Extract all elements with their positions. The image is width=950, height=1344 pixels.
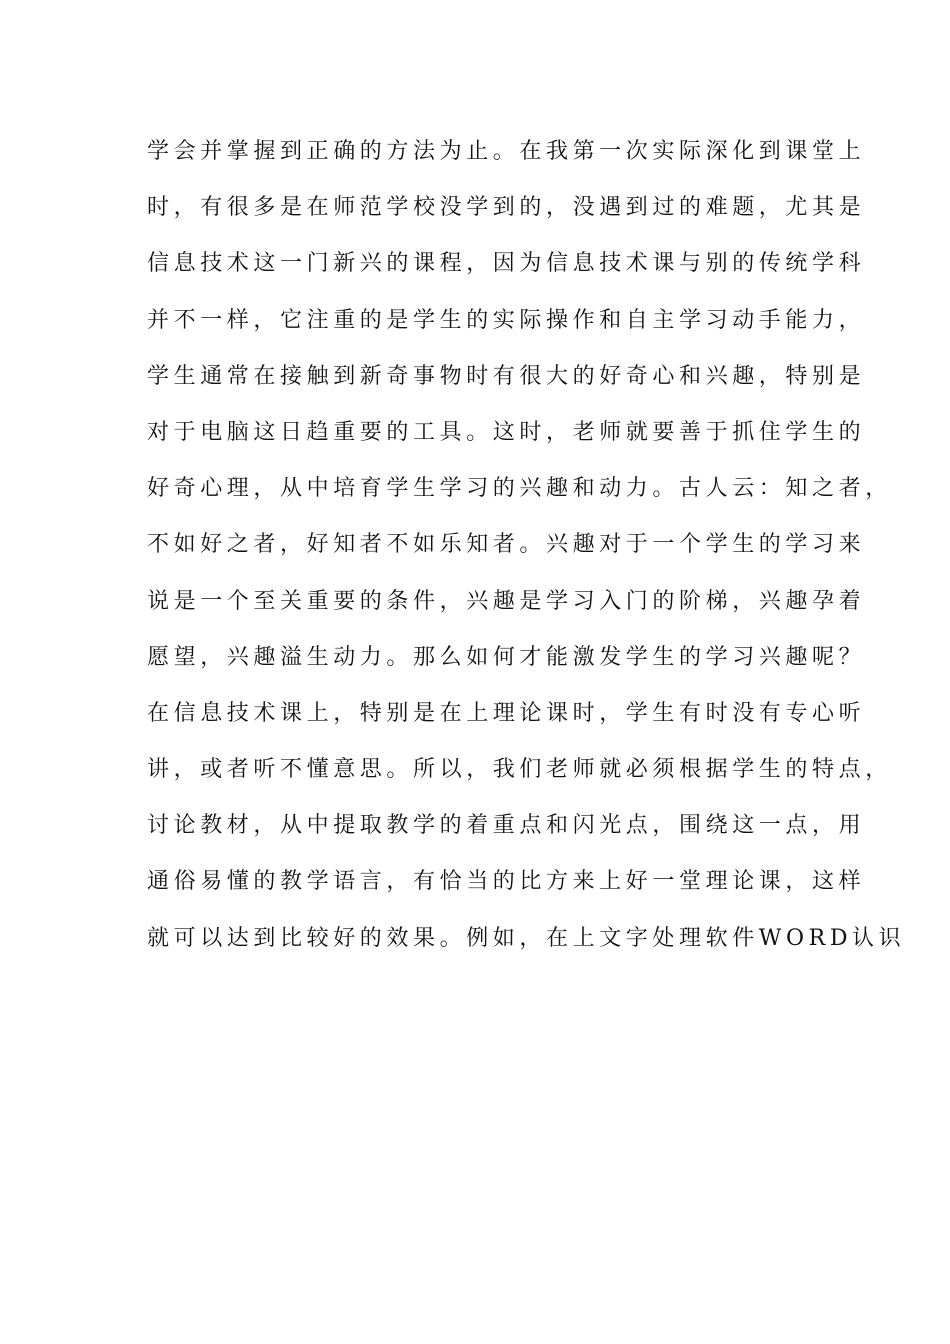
text-line: 学会并掌握到正确的方法为止。在我第一次实际深化到课堂上 bbox=[147, 139, 866, 164]
text-line: 在信息技术课上，特别是在上理论课时，学生有时没有专心听 bbox=[147, 700, 866, 726]
text-line: 通俗易懂的教学语言，有恰当的比方来上好一堂理论课，这样 bbox=[147, 869, 866, 895]
text-line: 就可以达到比较好的效果。例如，在上文字处理软件WORD认识 bbox=[147, 925, 906, 951]
text-line: 学生通常在接触到新奇事物时有很大的好奇心和兴趣，特别是 bbox=[147, 363, 866, 389]
text-line: 时，有很多是在师范学校没学到的，没遇到过的难题，尤其是 bbox=[147, 195, 866, 221]
text-line: 愿望，兴趣溢生动力。那么如何才能激发学生的学习兴趣呢？ bbox=[147, 644, 866, 670]
text-line: 对于电脑这日趋重要的工具。这时，老师就要善于抓住学生的 bbox=[147, 419, 866, 445]
text-line: 好奇心理，从中培育学生学习的兴趣和动力。古人云：知之者， bbox=[147, 476, 892, 502]
text-line: 讨论教材，从中提取教学的着重点和闪光点，围绕这一点，用 bbox=[147, 813, 866, 839]
text-line: 不如好之者，好知者不如乐知者。兴趣对于一个学生的学习来 bbox=[147, 532, 866, 558]
text-line: 并不一样，它注重的是学生的实际操作和自主学习动手能力， bbox=[147, 307, 866, 333]
text-line: 讲，或者听不懂意思。所以，我们老师就必须根据学生的特点， bbox=[147, 757, 892, 783]
text-line: 信息技术这一门新兴的课程，因为信息技术课与别的传统学科 bbox=[147, 251, 866, 277]
document-body bbox=[147, 132, 906, 975]
text-line: 说是一个至关重要的条件，兴趣是学习入门的阶梯，兴趣孕着 bbox=[147, 588, 866, 614]
